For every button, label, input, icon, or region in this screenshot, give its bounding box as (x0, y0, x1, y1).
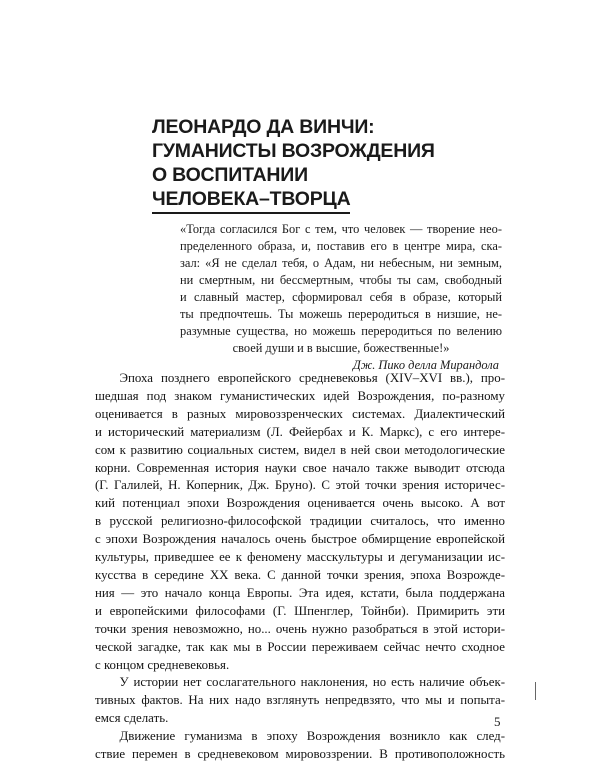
heading-line-3: О ВОСПИТАНИИ (152, 164, 308, 186)
epigraph-author: Дж. Пико делла Мирандола (352, 358, 499, 372)
epigraph-line: разумные существа, но можешь переродиться по велению (180, 324, 502, 338)
margin-mark (535, 682, 536, 700)
paragraph-2 (95, 674, 505, 728)
text-line: тивных фактов. На них надо взглянуть непредвзято, что мы и попыта- (95, 693, 505, 708)
epigraph-line: пределенного образа, и, поставив его в центре мира, ска- (180, 239, 502, 253)
heading-line-4: ЧЕЛОВЕКА–ТВОРЦА (152, 187, 350, 214)
epigraph (180, 221, 502, 374)
epigraph-line: своей души и в высшие, божественные!» (232, 341, 450, 355)
epigraph-line: «Тогда согласился Бог с тем, что человек — творение нео- (180, 222, 502, 236)
text-line: в русской религиозно-философской традиции считалось, что именно (95, 514, 505, 529)
text-line: (Г. Галилей, Н. Коперник, Дж. Бруно). С этой точки зрения историчес- (95, 478, 505, 493)
epigraph-line: зал: «Я не сделал тебя, о Адам, ни небесным, ни земным, (180, 256, 502, 270)
text-line: Эпоха позднего европейского средневековья (XIV–XVI вв.), про- (119, 371, 505, 385)
paragraph-3 (95, 728, 505, 764)
paragraph-1 (95, 370, 505, 674)
text-line: культуры, приведшее ее к феномену масскультуры и дегуманизации ис- (95, 550, 505, 565)
text-line: емся сделать. (95, 711, 169, 726)
heading-line-2: ГУМАНИСТЫ ВОЗРОЖДЕНИЯ (152, 140, 435, 162)
text-line: кусства в середине XX века. С данной точки зрения, эпоха Возрожде- (95, 567, 505, 582)
text-line: У истории нет сослагательного наклонения, но есть наличие объек- (119, 675, 505, 690)
heading-line-1: ЛЕОНАРДО ДА ВИНЧИ: (152, 116, 375, 138)
text-line: с концом средневековья. (95, 657, 230, 672)
text-line: шедшая под знаком гуманистических идей Возрождения, по-разному (95, 388, 505, 403)
epigraph-line: и славный мастер, сформировал себя в образе, который (180, 290, 502, 304)
main-text (95, 370, 505, 764)
text-line: ческой загадке, так как мы в России переживаем сейчас нечто сходное (95, 639, 505, 654)
page-number: 5 (494, 714, 501, 729)
text-line: и исторический материализм (Л. Фейербах и К. Маркс), с его интере- (95, 424, 505, 439)
text-line: корни. Современная история науки свое начало также выводит отсюда (95, 460, 505, 475)
text-line: и европейскими философами (Г. Шпенглер, Тойнби). Примирить эти (95, 603, 505, 618)
text-line: ствие перемен в средневековом мировоззрении. В противоположность (95, 747, 505, 762)
epigraph-line: ты предпочтешь. Ты можешь переродиться в низшие, не- (180, 307, 502, 321)
text-line: с эпохи Возрождения началось очень быстрое обмирщение европейской (95, 532, 505, 547)
text-line: сом к развитию социальных систем, видел в ней свои методологические (95, 442, 505, 457)
epigraph-line: ни смертным, ни бессмертным, чтобы ты сам, свободный (180, 273, 502, 287)
text-line: Движение гуманизма в эпоху Возрождения возникло как след- (119, 729, 505, 744)
text-line: точки зрения невозможно, но... очень нужно разобраться в этой истори- (95, 621, 505, 636)
text-line: ния — это начало конца Европы. Эта идея, кстати, была поддержана (95, 585, 505, 600)
text-line: оценивается в разных мировоззренческих системах. Диалектический (95, 406, 505, 421)
text-line: кий потенциал эпохи Возрождения оценивается очень высоко. А вот (95, 496, 505, 511)
chapter-heading (152, 115, 472, 214)
